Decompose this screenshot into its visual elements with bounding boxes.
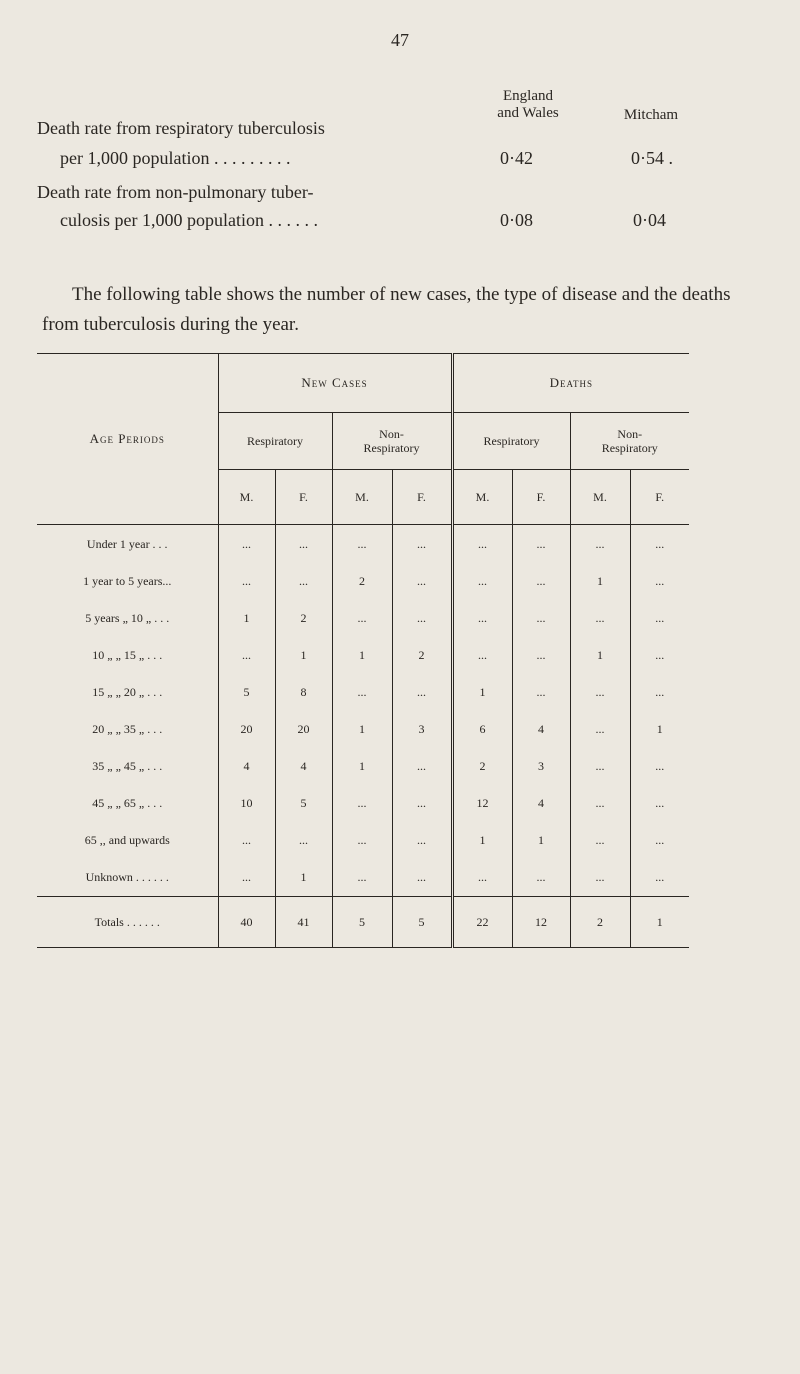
table-cell: 1: [630, 711, 689, 748]
table-cell: ...: [512, 674, 570, 711]
table-cell: 4: [512, 785, 570, 822]
table-row: [37, 822, 689, 859]
table-cell: ...: [218, 859, 275, 897]
page-number: 47: [391, 30, 409, 50]
totals-row: [37, 897, 689, 948]
header-deaths-respiratory: Respiratory: [452, 413, 570, 470]
table-cell: ...: [332, 600, 392, 637]
table-cell: ...: [452, 525, 512, 564]
table-cell: 2: [275, 600, 332, 637]
tuberculosis-table: [37, 353, 689, 948]
header-sex-8: F.: [630, 470, 689, 525]
header-sex-7: M.: [570, 470, 630, 525]
table-cell: 2: [452, 748, 512, 785]
table-row: [37, 637, 689, 674]
table-cell: ...: [332, 525, 392, 564]
table-cell: 1: [332, 748, 392, 785]
table-cell: ...: [630, 748, 689, 785]
table-cell: ...: [275, 563, 332, 600]
table-cell: 10: [218, 785, 275, 822]
table-cell: 8: [275, 674, 332, 711]
table-cell: 20: [275, 711, 332, 748]
table-cell: 1: [275, 637, 332, 674]
table-cell: ...: [332, 785, 392, 822]
table-row: [37, 563, 689, 600]
header-sex-4: F.: [392, 470, 452, 525]
table-cell: 1: [512, 822, 570, 859]
age-period-label: 5 years „ 10 „ . . .: [85, 611, 170, 625]
age-period-label: Unknown . . . . . .: [85, 870, 169, 884]
table-cell: ...: [392, 748, 452, 785]
table-cell: ...: [275, 822, 332, 859]
table-row: [37, 600, 689, 637]
totals-cell: 22: [452, 897, 512, 948]
table-cell: ...: [570, 748, 630, 785]
age-period-label: 20 „ „ 35 „ . . .: [92, 722, 163, 736]
table-cell: ...: [570, 674, 630, 711]
rate-row-2-line-1: Death rate from non-pulmonary tuber-: [37, 182, 314, 202]
table-cell: ...: [392, 563, 452, 600]
table-cell: ...: [392, 600, 452, 637]
totals-cell: 12: [512, 897, 570, 948]
table-cell: ...: [570, 525, 630, 564]
age-period-label: Under 1 year . . .: [86, 536, 168, 551]
age-period-label: 15 „ „ 20 „ . . .: [92, 685, 163, 699]
rate-row-1-line-2: per 1,000 population . . . . . . . . .: [60, 148, 291, 168]
table-cell: 2: [392, 637, 452, 674]
table-cell: ...: [512, 859, 570, 897]
table-cell: 1: [570, 563, 630, 600]
totals-cell: 1: [630, 897, 689, 948]
table-cell: ...: [570, 785, 630, 822]
table-cell: ...: [630, 637, 689, 674]
totals-cell: 41: [275, 897, 332, 948]
table-cell: ...: [512, 525, 570, 564]
age-period-label: 10 „ „ 15 „ . . .: [92, 648, 163, 662]
table-cell: ...: [218, 525, 275, 564]
table-cell: ...: [630, 785, 689, 822]
table-cell: 1: [452, 822, 512, 859]
table-cell: ...: [332, 674, 392, 711]
table-cell: 3: [512, 748, 570, 785]
table-cell: 3: [392, 711, 452, 748]
table-cell: ...: [452, 600, 512, 637]
table-cell: ...: [332, 859, 392, 897]
header-sex-1: M.: [218, 470, 275, 525]
rate-row-2-line-2: culosis per 1,000 population . . . . . .: [60, 210, 318, 230]
table-cell: ...: [218, 822, 275, 859]
rate-row-1-line-1: Death rate from respiratory tuberculosis: [37, 118, 325, 138]
table-cell: ...: [630, 600, 689, 637]
table-cell: ...: [570, 822, 630, 859]
table-cell: ...: [630, 674, 689, 711]
table-row: [37, 748, 689, 785]
header-sex-5: M.: [452, 470, 512, 525]
table-cell: 1: [570, 637, 630, 674]
header-deaths-non-respiratory: Non- Respiratory: [570, 413, 689, 470]
age-period-label: 65 ,, and upwards: [84, 833, 170, 847]
header-new-non-respiratory: Non- Respiratory: [332, 413, 452, 470]
totals-label: Totals . . . . . .: [94, 914, 160, 929]
rate-row-1-mitcham: 0·54 .: [631, 148, 673, 168]
table-cell: 5: [275, 785, 332, 822]
header-age-periods: Age Periods: [37, 354, 218, 525]
header-sex-3: M.: [332, 470, 392, 525]
table-cell: ...: [332, 822, 392, 859]
table-cell: 1: [332, 711, 392, 748]
header-sex-6: F.: [512, 470, 570, 525]
table-cell: ...: [218, 637, 275, 674]
table-cell: 1: [218, 600, 275, 637]
table-cell: 6: [452, 711, 512, 748]
table-row: [37, 785, 689, 822]
table-cell: 1: [275, 859, 332, 897]
table-cell: ...: [392, 785, 452, 822]
header-sex-2: F.: [275, 470, 332, 525]
header-deaths: Deaths: [452, 354, 689, 413]
table-cell: 4: [218, 748, 275, 785]
totals-cell: 2: [570, 897, 630, 948]
totals-cell: 5: [392, 897, 452, 948]
table-cell: ...: [570, 711, 630, 748]
table-cell: 4: [275, 748, 332, 785]
table-cell: 12: [452, 785, 512, 822]
table-cell: ...: [570, 600, 630, 637]
table-cell: ...: [570, 859, 630, 897]
table-cell: ...: [392, 859, 452, 897]
table-cell: ...: [452, 859, 512, 897]
table-cell: ...: [392, 525, 452, 564]
table-cell: 5: [218, 674, 275, 711]
intro-paragraph: [42, 280, 742, 340]
rate-row-2-england-wales: 0·08: [500, 210, 533, 230]
totals-cell: 5: [332, 897, 392, 948]
table-cell: ...: [630, 525, 689, 564]
table-cell: ...: [512, 563, 570, 600]
header-new-cases: New Cases: [218, 354, 452, 413]
table-cell: 4: [512, 711, 570, 748]
table-cell: ...: [218, 563, 275, 600]
rates-block: [0, 0, 800, 260]
age-period-label: 1 year to 5 years...: [83, 574, 172, 588]
table-cell: ...: [275, 525, 332, 564]
table-cell: ...: [452, 637, 512, 674]
table-row: [37, 711, 689, 748]
table-row: [37, 674, 689, 711]
col-header-england-wales: England and Wales: [497, 88, 559, 121]
table-row: [37, 859, 689, 897]
intro-text: The following table shows the number of new cases, the type of disease and the deaths from tuberculosis during the year.: [42, 284, 731, 335]
age-period-label: 35 „ „ 45 „ . . .: [92, 759, 163, 773]
table-cell: ...: [392, 822, 452, 859]
rate-row-1-england-wales: 0·42: [500, 148, 533, 168]
table-cell: ...: [630, 822, 689, 859]
header-new-respiratory: Respiratory: [218, 413, 332, 470]
table-row: [37, 525, 689, 564]
table-cell: 1: [452, 674, 512, 711]
table-cell: ...: [512, 600, 570, 637]
table-cell: 1: [332, 637, 392, 674]
table-cell: 2: [332, 563, 392, 600]
table-cell: ...: [630, 563, 689, 600]
table-cell: ...: [452, 563, 512, 600]
table-cell: 20: [218, 711, 275, 748]
table-cell: ...: [392, 674, 452, 711]
totals-cell: 40: [218, 897, 275, 948]
table-cell: ...: [512, 637, 570, 674]
age-period-label: 45 „ „ 65 „ . . .: [92, 796, 163, 810]
rate-row-2-mitcham: 0·04: [633, 210, 666, 230]
table-cell: ...: [630, 859, 689, 897]
col-header-mitcham: Mitcham: [623, 107, 679, 123]
